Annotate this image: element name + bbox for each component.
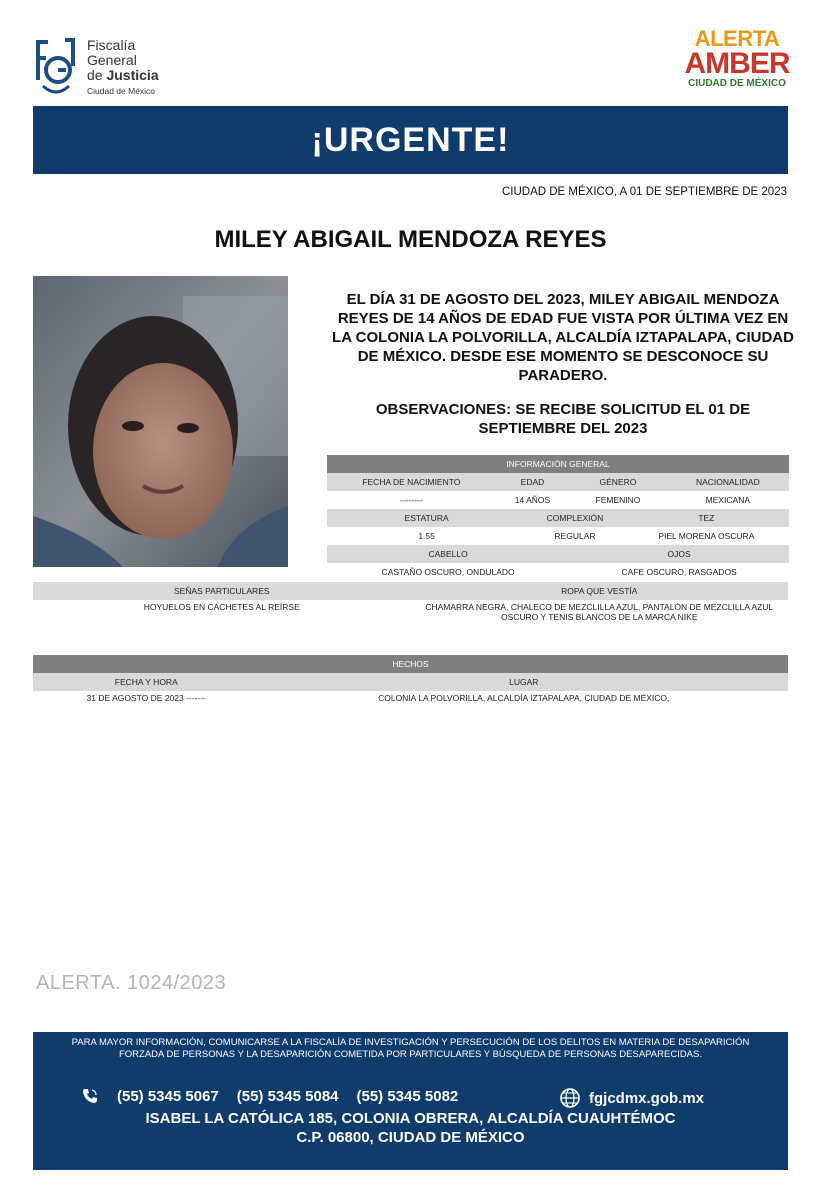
fgj-line1: Fiscalía — [87, 37, 136, 53]
fgj-logo-icon — [33, 36, 79, 98]
col-nacionalidad: NACIONALIDAD — [667, 473, 789, 491]
fgj-line3b: Justicia — [106, 67, 159, 83]
col-tez: TEZ — [624, 509, 789, 527]
phone-3[interactable]: (55) 5345 5082 — [356, 1087, 459, 1105]
val-complexion: REGULAR — [526, 527, 624, 545]
val-edad: 14 AÑOS — [496, 491, 570, 509]
col-senas: SEÑAS PARTICULARES — [33, 582, 411, 600]
val-estatura: 1.55 — [327, 527, 526, 545]
features-table — [33, 582, 788, 622]
amber-line1: ALERTA — [694, 26, 780, 51]
date-line: CIUDAD DE MÉXICO, A 01 DE SEPTIEMBRE DE 2023 — [501, 186, 787, 198]
col-cabello: CABELLO — [327, 545, 569, 563]
val-cabello: CASTAÑO OSCURO, ONDULADO — [327, 563, 569, 581]
address-line2: C.P. 06800, CIUDAD DE MÉXICO — [296, 1129, 525, 1146]
phone-icon — [81, 1087, 99, 1105]
col-genero: GÉNERO — [569, 473, 666, 491]
footer-phones — [81, 1087, 458, 1105]
fgj-logo — [33, 36, 163, 100]
address-line1: ISABEL LA CATÓLICA 185, COLONIA OBRERA, ALCALDÍA CUAUHTÉMOC — [145, 1110, 676, 1127]
col-fecha-hora: FECHA Y HORA — [33, 673, 260, 691]
hechos-table — [33, 655, 788, 705]
website-link[interactable]: fgjcdmx.gob.mx — [589, 1089, 705, 1107]
val-nacionalidad: MEXICANA — [667, 491, 789, 509]
observations: OBSERVACIONES: SE RECIBE SOLICITUD EL 01 DE SEPTIEMBRE DEL 2023 — [375, 401, 751, 437]
val-genero: FEMENINO — [569, 491, 666, 509]
phone-2[interactable]: (55) 5345 5084 — [236, 1087, 339, 1105]
urgent-banner: ¡URGENTE! — [33, 106, 788, 174]
footer-website — [559, 1087, 704, 1109]
missing-person-photo — [33, 276, 288, 567]
val-senas: HOYUELOS EN CACHETES AL REÍRSE — [33, 600, 411, 622]
fgj-subtitle: Ciudad de México — [87, 86, 156, 96]
col-ojos: OJOS — [569, 545, 789, 563]
val-ropa — [411, 600, 789, 622]
amber-line2: AMBER — [684, 47, 790, 80]
info-title: INFORMACIÓN GENERAL — [327, 455, 789, 473]
globe-icon — [559, 1087, 581, 1109]
person-name: MILEY ABIGAIL MENDOZA REYES — [214, 226, 607, 253]
fgj-wordmark — [87, 38, 159, 83]
info-table — [327, 455, 789, 581]
alert-number: ALERTA. 1024/2023 — [36, 972, 227, 994]
fgj-line3 — [87, 68, 159, 83]
val-ojos: CAFE OSCURO, RASGADOS — [569, 563, 789, 581]
alerta-amber-logo — [682, 28, 792, 100]
amber-line3: CIUDAD DE MÉXICO — [688, 78, 786, 89]
fgj-line3a: de — [87, 67, 107, 83]
col-ropa: ROPA QUE VESTÍA — [411, 582, 789, 600]
photo-illustration — [33, 276, 288, 567]
col-fecha-nacimiento: FECHA DE NACIMIENTO — [327, 473, 496, 491]
val-ropa-line1: CHAMARRA NEGRA, CHALECO DE MEZCLILLA AZUL, PANTALÓN DE MEZCLILLA AZUL — [425, 602, 774, 612]
fgj-line2: General — [87, 52, 137, 68]
col-estatura: ESTATURA — [327, 509, 526, 527]
hechos-title: HECHOS — [33, 655, 788, 673]
phone-1[interactable]: (55) 5345 5067 — [117, 1087, 219, 1105]
col-lugar: LUGAR — [260, 673, 789, 691]
description: EL DÍA 31 DE AGOSTO DEL 2023, MILEY ABIGAIL MENDOZA REYES DE 14 AÑOS DE EDAD FUE VISTA POR ÚLTIMA VEZ EN LA COLONIA LA POLVORILLA, ALCALDÍA IZTAPALAPA, CIUDAD DE MÉXICO. DESDE ESE MOMENTO SE DESCONOCE SU PARADERO. — [332, 291, 794, 384]
val-fecha-hora: 31 DE AGOSTO DE 2023 ------- — [33, 691, 260, 705]
col-edad: EDAD — [496, 473, 570, 491]
val-tez: PIEL MORENA OSCURA — [624, 527, 789, 545]
col-complexion: COMPLEXIÓN — [526, 509, 624, 527]
footer-address — [33, 1109, 788, 1147]
val-lugar: COLONIA LA POLVORILLA, ALCALDÍA IZTAPALAPA, CIUDAD DE MÉXICO, — [260, 691, 789, 705]
footer — [33, 1032, 788, 1170]
footer-info: PARA MAYOR INFORMACIÓN, COMUNICARSE A LA FISCALÍA DE INVESTIGACIÓN Y PERSECUCIÓN DE LOS DELITOS EN MATERIA DE DESAPARICIÓN FORZADA DE PERSONAS Y LA DESAPARICIÓN COMETIDA POR PARTICULARES Y BÚSQUEDA DE PERSONAS DESAPARECIDAS. — [71, 1037, 750, 1060]
val-ropa-line2: OSCURO Y TENIS BLANCOS DE LA MARCA NIKE — [500, 612, 698, 622]
val-fecha-nacimiento: -------- — [327, 491, 496, 509]
